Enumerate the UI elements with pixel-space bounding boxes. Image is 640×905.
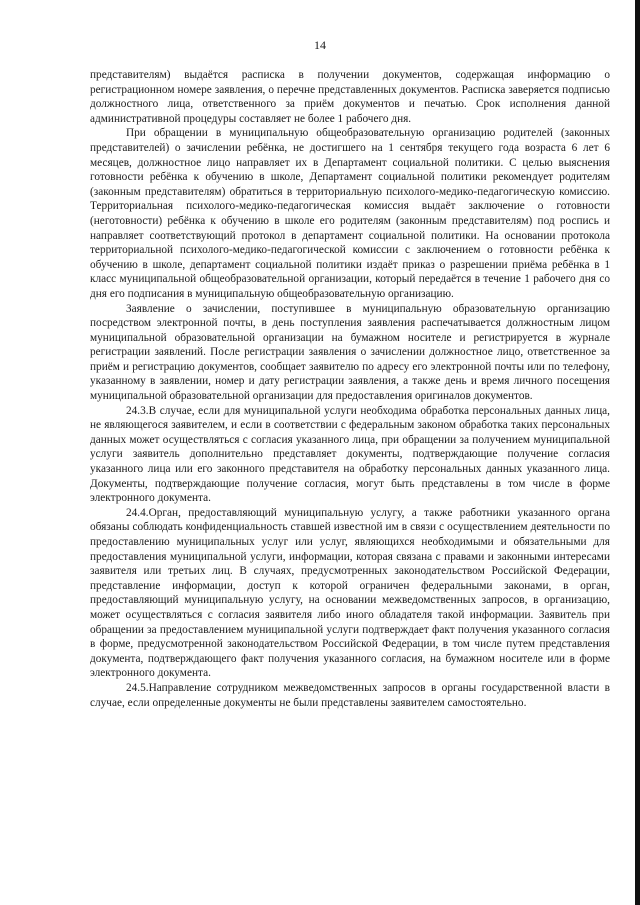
paragraph-underage-enrollment: При обращении в муниципальную общеобразовательную организацию родителей (законных представителей) о зачислении ребёнка, не достигшего на 1 сентября текущего года возраста 6 лет 6 месяцев, должностное лицо направляет их в Департамент социальной политики. С целью выяснения готовности ребёнка к обучению в школе, Департамент социальной политики рекомендует родителям (законным представителям) обратиться в территориальную психолого-медико-педагогическую комиссию. Территориальная психолого-медико-педагогическая комиссия выдаёт заключение о готовности (неготовности) ребёнка к обучению в школе его родителям (законным представителям) под роспись и направляет соответствующий протокол в департамент социальной политики. На основании протокола территориальной психолого-медико-педагогической комиссии с заключением о готовности ребёнка к обучению в школе, департамент социальной политики издаёт приказ о разрешении приёма ребёнка в 1 класс муниципальной общеобразовательной организации, который передаётся в течение 1 рабочего дня со дня его подписания в муниципальную общеобразовательную организацию.	[90, 127, 610, 300]
paragraph-24-5: 24.5.Направление сотрудником межведомственных запросов в органы государственной власти в случае, если определенные документы не были представлены заявителем самостоятельно.	[90, 681, 610, 709]
paragraph-email-application: Заявление о зачислении, поступившее в муниципальную образовательную организацию посредством электронной почты, в день поступления заявления распечатывается должностным лицом муниципальной образовательной организации на бумажном носителе и регистрируется в журнале регистрации заявлений. После регистрации заявления о зачислении должностное лицо, ответственное за приём и регистрацию документов, сообщает заявителю по адресу его электронной почты или по телефону, указанному в заявлении, номер и дату регистрации заявления, а также день и время личного посещения муниципальной образовательной организации для предоставления оригиналов документов.	[90, 302, 610, 403]
paragraph-24-4: 24.4.Орган, предоставляющий муниципальную услугу, а также работники указанного органа обязаны соблюдать конфиденциальность ставшей известной им в связи с осуществлением деятельности по предоставлению муниципальных услуг или услуг, являющихся необходимыми и обязательными для предоставления муниципальной услуги, информации, которая связана с правами и законными интересами заявителя или третьих лиц. В случаях, предусмотренных законодательством Российской Федерации, представление информации, доступ к которой ограничен федеральными законами, в орган, предоставляющий муниципальную услугу, на основании межведомственных запросов, в организацию, может осуществляться с согласия заявителя либо иного обладателя такой информации. Заявитель при обращении за предоставлением муниципальной услуги подтверждает факт получения указанного согласия в форме, предусмотренной законодательством Российской Федерации, в том числе путем представления документа, подтверждающего факт получения указанного согласия, на бумажном носителе или в форме электронного документа.	[90, 506, 610, 680]
paragraph-receipt: представителям) выдаётся расписка в получении документов, содержащая информацию о регистрационном номере заявления, о перечне представленных документов. Расписка заверяется подписью должностного лица, ответственного за приём документов и печатью. Срок исполнения данной административной процедуры составляет не более 1 рабочего дня.	[90, 69, 610, 125]
document-body	[90, 68, 610, 710]
scan-edge	[635, 0, 640, 905]
page-number: 14	[314, 38, 326, 52]
paragraph-24-3: 24.3.В случае, если для муниципальной услуги необходима обработка персональных данных лица, не являющегося заявителем, и если в соответствии с федеральным законом обработка таких персональных данных может осуществляться с согласия указанного лица, при обращении за получением муниципальной услуги заявитель дополнительно представляет документы, подтверждающие получение согласия указанного лица или его законного представителя на обработку персональных данных указанного лица. Документы, подтверждающие получение согласия, могут быть представлены в том числе в форме электронного документа.	[90, 404, 610, 505]
